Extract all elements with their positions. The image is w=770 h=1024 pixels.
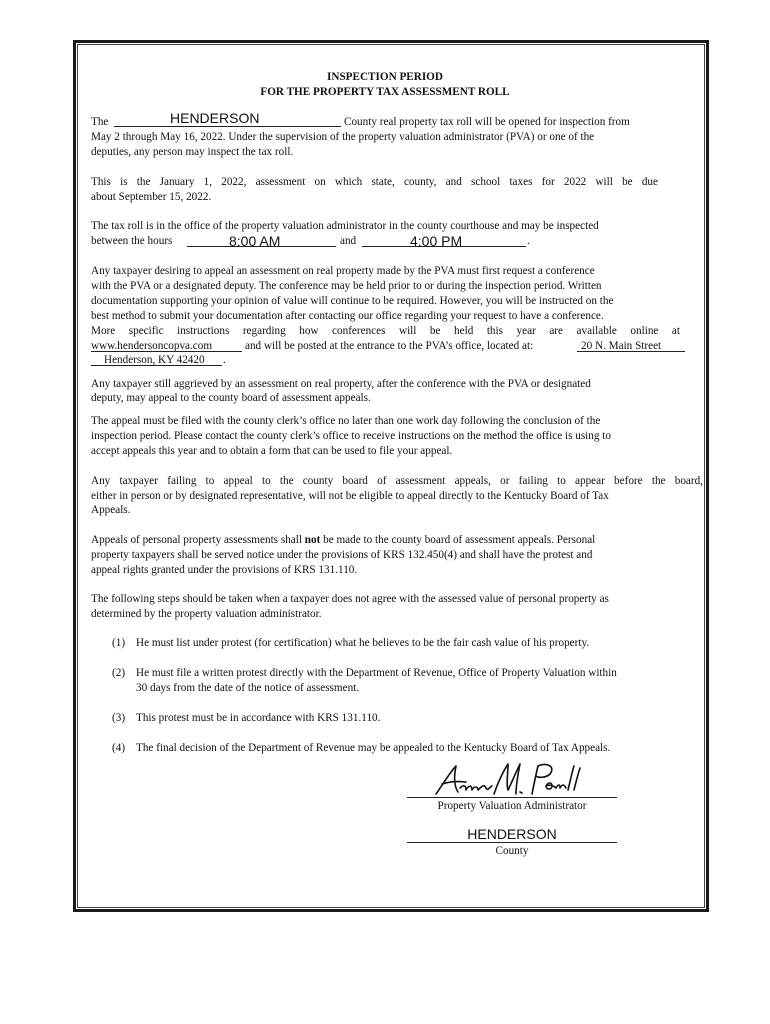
- p8-line1: [91, 533, 595, 548]
- p4-address-line2: Henderson, KY 42420: [104, 354, 205, 366]
- p4-line2: with the PVA or a designated deputy. The conference may be held prior to or during the inspection period. Written: [91, 280, 602, 292]
- p4-line3: documentation supporting your opinion of value will continue to be required. However, you will be instructed on the: [91, 295, 614, 307]
- p9-line1: The following steps should be taken when a taxpayer does not agree with the assessed value of personal property as: [91, 593, 609, 605]
- start-time-field: 8:00 AM: [229, 233, 281, 249]
- p6-line1: The appeal must be filed with the county clerk’s office no later than one work day following the conclusion of the: [91, 415, 601, 427]
- step-3-number: (3): [112, 712, 126, 724]
- title-line-2: FOR THE PROPERTY TAX ASSESSMENT ROLL: [260, 86, 510, 98]
- website-underline: [91, 351, 242, 352]
- step-4-text: The final decision of the Department of Revenue may be appealed to the Kentucky Board of Tax Appeals.: [136, 742, 611, 754]
- p1-the: The: [91, 116, 109, 128]
- p1-line1-rest: County real property tax roll will be opened for inspection from: [344, 116, 630, 128]
- p1-line2: May 2 through May 16, 2022. Under the supervision of the property valuation administrator (PVA) or one of the: [91, 131, 595, 143]
- handwritten-signature: [432, 760, 582, 802]
- p4-end-period: .: [223, 354, 226, 366]
- p8-not: not: [304, 534, 321, 546]
- p8-line3: appeal rights granted under the provisions of KRS 131.110.: [91, 564, 358, 576]
- county-block-underline: [407, 842, 617, 843]
- address2-underline: [91, 365, 222, 366]
- p5-line2: deputy, may appeal to the county board of assessment appeals.: [91, 392, 371, 404]
- step-2-number: (2): [112, 667, 126, 679]
- p2-line1: This is the January 1, 2022, assessment on which state, county, and school taxes for 2022 will be due: [91, 176, 658, 188]
- p6-line3: accept appeals this year and to obtain a form that can be used to file your appeal.: [91, 445, 453, 457]
- p2-line2: about September 15, 2022.: [91, 191, 212, 203]
- county-block-value: HENDERSON: [467, 826, 557, 842]
- end-time-field: 4:00 PM: [410, 233, 463, 249]
- p8-tail: be made to the county board of assessment appeals. Personal: [323, 534, 596, 546]
- county-name-field: HENDERSON: [170, 110, 260, 126]
- step-4-number: (4): [112, 742, 126, 754]
- p4-line1: Any taxpayer desiring to appeal an assessment on real property made by the PVA must first request a conference: [91, 265, 595, 277]
- p3-period: .: [527, 235, 530, 247]
- p3-line1: The tax roll is in the office of the property valuation administrator in the county courthouse and may be inspected: [91, 220, 599, 232]
- county-underline: [114, 126, 341, 127]
- step-1-number: (1): [112, 637, 126, 649]
- step-3-text: This protest must be in accordance with KRS 131.110.: [136, 712, 381, 724]
- address1-underline: [577, 351, 685, 352]
- step-1-text: He must list under protest (for certification) what he believes to be the fair cash value of his property.: [136, 637, 590, 649]
- p5-line1: Any taxpayer still aggrieved by an assessment on real property, after the conference with the PVA or designated: [91, 378, 591, 390]
- p8-line2: property taxpayers shall be served notice under the provisions of KRS 132.450(4) and shall have the protest and: [91, 549, 593, 561]
- p7-line1: Any taxpayer failing to appeal to the county board of assessment appeals, or failing to appear before the board,: [91, 475, 703, 487]
- county-block-label: County: [495, 845, 529, 857]
- p4-website: www.hendersoncopva.com: [91, 340, 213, 352]
- step-2-text: He must file a written protest directly with the Department of Revenue, Office of Property Valuation within: [136, 667, 617, 679]
- p4-line6-mid: and will be posted at the entrance to the PVA’s office, located at:: [245, 340, 534, 352]
- p8-lead: Appeals of personal property assessments shall: [91, 534, 302, 546]
- step-2-text-line2: 30 days from the date of the notice of assessment.: [136, 682, 360, 694]
- signature-title: Property Valuation Administrator: [437, 800, 587, 812]
- p7-line2: either in person or by designated representative, will not be eligible to appeal directly to the Kentucky Board of Tax: [91, 490, 609, 502]
- p4-line5: More specific instructions regarding how conferences will be held this year are available online at: [91, 325, 680, 337]
- p1-line3: deputies, any person may inspect the tax roll.: [91, 146, 294, 158]
- p6-line2: inspection period. Please contact the county clerk’s office to receive instructions on the method the office is using to: [91, 430, 611, 442]
- p3-and: and: [340, 235, 357, 247]
- p3-hours-lead: between the hours: [91, 235, 173, 247]
- p4-address-line1: 20 N. Main Street: [581, 340, 662, 352]
- signature-line: [407, 797, 617, 798]
- title-line-1: INSPECTION PERIOD: [327, 71, 443, 83]
- p4-line4: best method to submit your documentation after contacting our office regarding your request to have a conference.: [91, 310, 604, 322]
- p9-line2: determined by the property valuation administrator.: [91, 608, 322, 620]
- p7-line3: Appeals.: [91, 504, 131, 516]
